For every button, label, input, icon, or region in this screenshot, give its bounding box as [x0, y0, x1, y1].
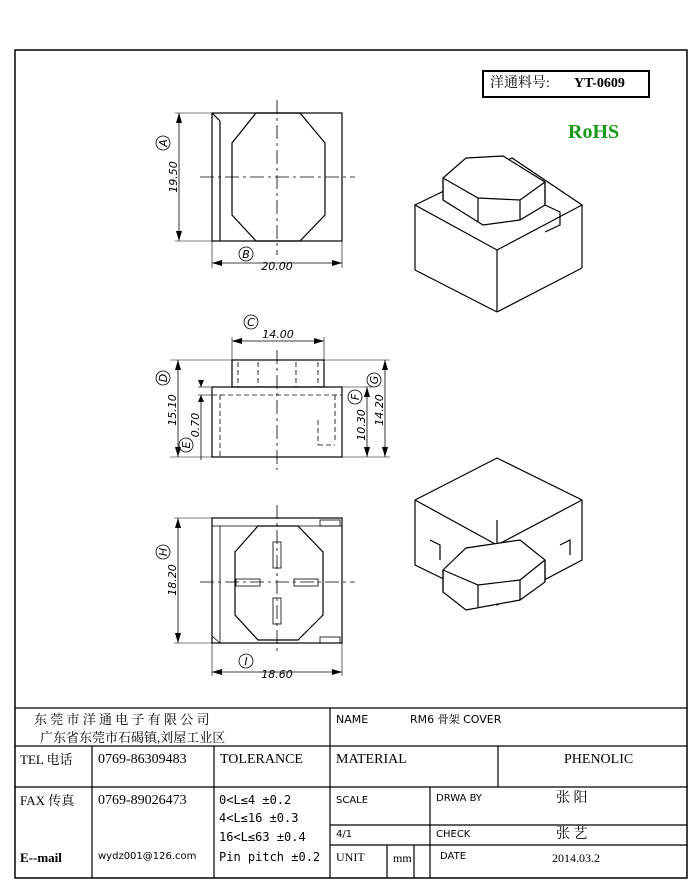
unit-value: mm — [393, 851, 412, 865]
dim-b-value: 20.00 — [261, 260, 293, 273]
fax-label: FAX 传真 — [20, 793, 75, 808]
dim-a-tag: A — [157, 139, 170, 147]
company-address: 广东省东莞市石碣镇,刘屋工业区 — [40, 730, 226, 745]
dim-g-tag: G — [368, 375, 381, 385]
dim-b-tag: B — [242, 248, 250, 261]
scale-label: SCALE — [336, 795, 369, 806]
part-number-label: 洋通料号: — [490, 76, 550, 91]
fax-value: 0769-89026473 — [98, 793, 187, 808]
pin-slot-left — [236, 579, 260, 586]
rohs-mark: RoHS — [568, 121, 620, 143]
tolerance-line-4: Pin pitch ±0.2 — [219, 850, 321, 864]
dim-f-value: 10.30 — [355, 409, 368, 441]
checked-by-value: 张 艺 — [556, 827, 588, 842]
front-view-top-block — [232, 360, 324, 387]
material-label: MATERIAL — [336, 752, 407, 767]
email-label: E--mail — [20, 850, 62, 865]
top-view — [156, 100, 355, 268]
bottom-view-labels — [157, 548, 293, 681]
isometric-bottom-view — [415, 458, 582, 610]
front-view-labels — [157, 316, 386, 448]
dim-c-tag: C — [247, 316, 255, 329]
date-label: DATE — [440, 851, 467, 862]
part-number: YT-0609 — [574, 76, 625, 91]
dim-d-tag: D — [157, 373, 170, 383]
dim-e-value: 0.70 — [189, 412, 202, 438]
tolerance-line-2: 4<L≤16 ±0.3 — [219, 811, 299, 825]
dim-e-tag: E — [180, 441, 193, 449]
email-value: wydz001@126.com — [98, 851, 197, 862]
check-label: CHECK — [436, 829, 471, 840]
date-value: 2014.03.2 — [552, 851, 600, 865]
material-value: PHENOLIC — [564, 752, 634, 767]
name-label: NAME — [336, 713, 369, 726]
dim-i-value: 18.60 — [261, 668, 293, 681]
company-name: 东 莞 市 洋 通 电 子 有 限 公 司 — [34, 712, 210, 727]
dim-a-value: 19.50 — [167, 161, 180, 193]
pin-slot-right — [294, 579, 318, 586]
dim-h-tag: H — [157, 547, 170, 557]
tel-value: 0769-86309483 — [98, 752, 187, 767]
dim-f-tag: F — [349, 393, 362, 401]
dim-g-value: 14.20 — [373, 394, 386, 426]
top-view-labels — [157, 139, 293, 273]
tolerance-label: TOLERANCE — [220, 752, 303, 767]
bottom-view-octagon — [235, 526, 323, 640]
isometric-top-view — [415, 156, 582, 312]
dim-d-value: 15.10 — [166, 394, 179, 426]
front-view-base — [212, 387, 342, 457]
part-name: RM6 骨架 COVER — [410, 713, 502, 726]
tel-label: TEL 电话 — [20, 752, 73, 767]
dim-h-value: 18.20 — [166, 564, 179, 596]
unit-label: UNIT — [336, 850, 365, 864]
dim-c-value: 14.00 — [262, 328, 294, 341]
dim-i-tag: I — [244, 655, 248, 668]
scale-value: 4/1 — [336, 829, 353, 840]
tolerance-line-3: 16<L≤63 ±0.4 — [219, 830, 306, 844]
drawn-by-label: DRWA BY — [436, 793, 483, 804]
drawn-by-value: 张 阳 — [556, 791, 588, 806]
tolerance-line-1: 0<L≤4 ±0.2 — [219, 793, 292, 807]
bottom-view — [156, 505, 355, 676]
